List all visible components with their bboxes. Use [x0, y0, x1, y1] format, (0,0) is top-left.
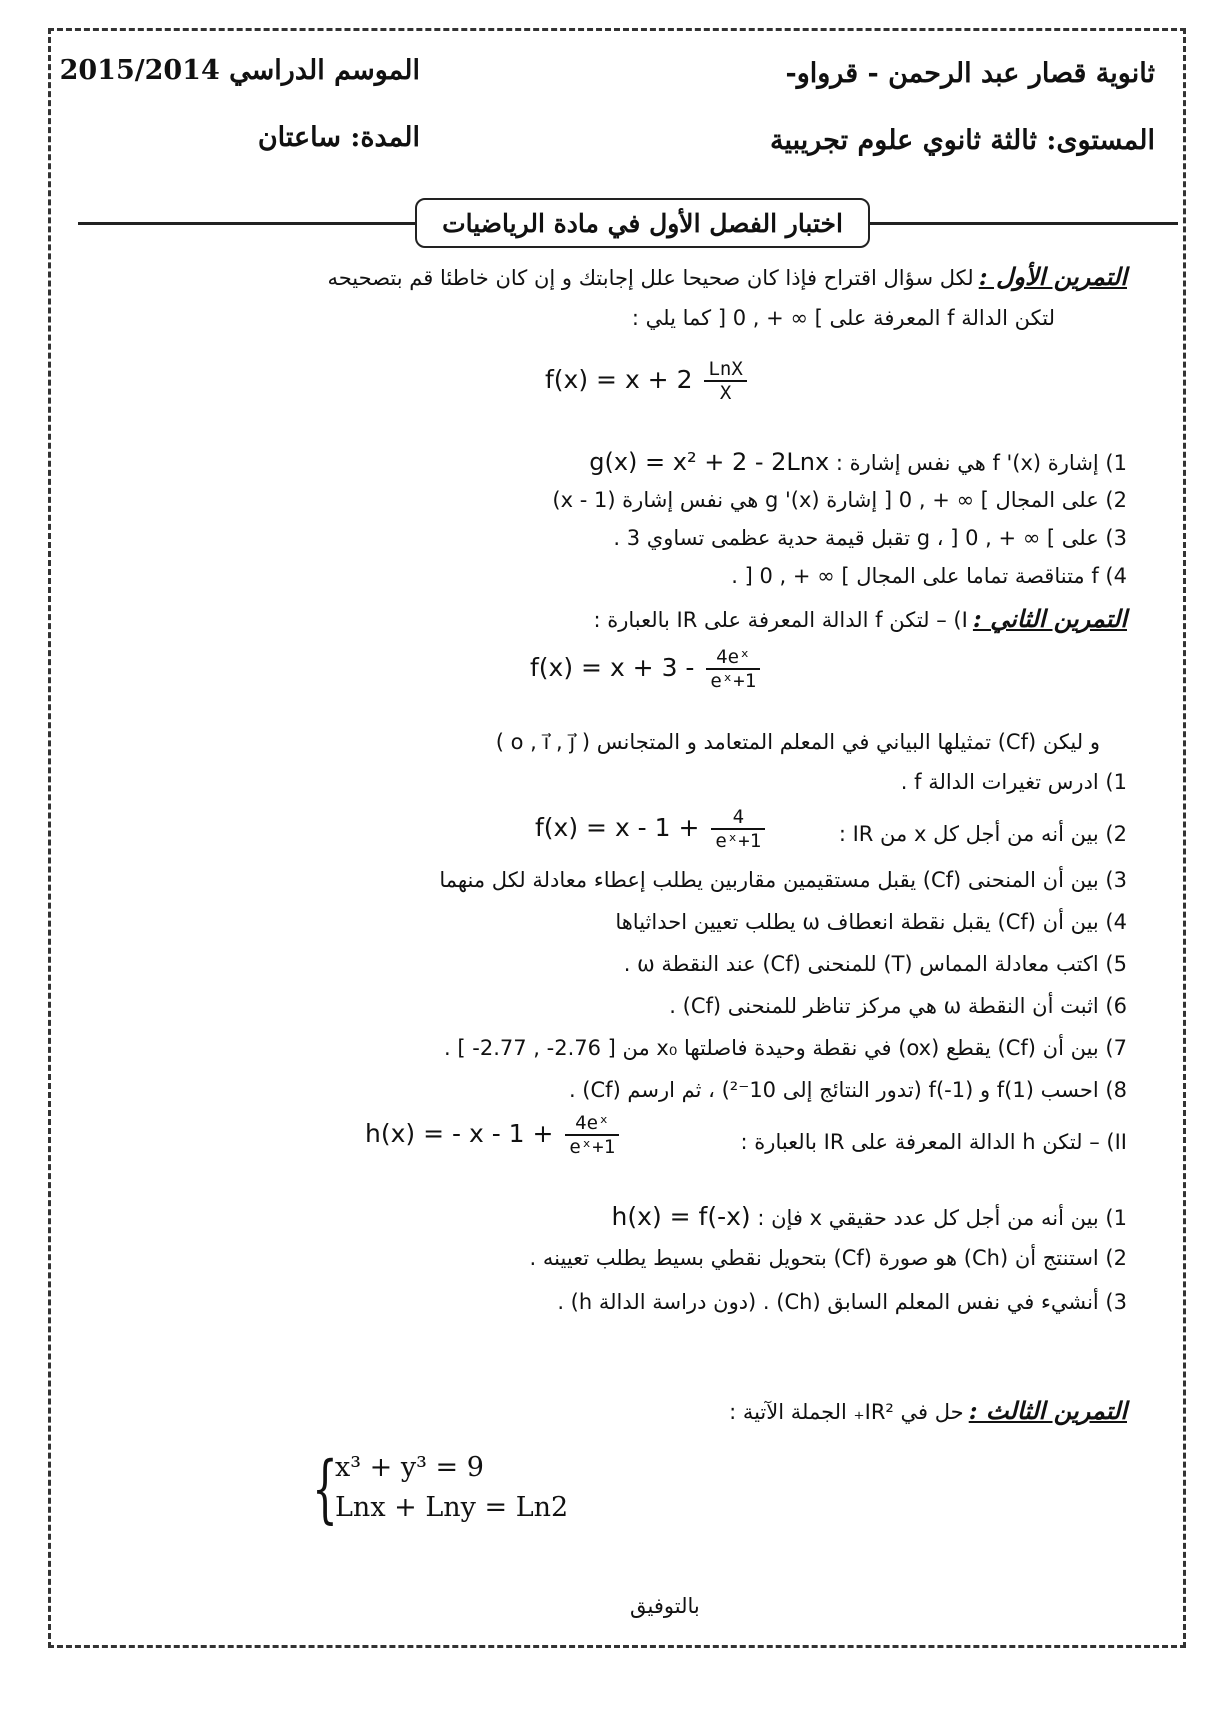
ex2-curve-def: و ليكن (Cf) تمثيلها البياني في المعلم المتعامد و المتجانس ( o , i⃗ , j⃗ ) [495, 730, 1100, 754]
ex2-q2-den: eˣ+1 [715, 830, 762, 852]
ex1-q1 [589, 448, 1127, 476]
ex2-p3: 3) أنشيء في نفس المعلم السابق (Ch) . (دون دراسة الدالة h) . [557, 1290, 1127, 1314]
ex2-part2-intro: II) – لتكن h الدالة المعرفة على IR بالعبارة : [740, 1130, 1127, 1154]
ex3-eq1: x³ + y³ = 9 [335, 1452, 484, 1483]
ex2-p2: 2) استنتج أن (Ch) هو صورة (Cf) بتحويل نقطي بسيط يطلب تعيينه . [529, 1246, 1127, 1270]
ex2-f-den: eˣ+1 [710, 670, 757, 692]
duration: المدة: ساعتان [257, 122, 420, 153]
ex2-q2-num: 4 [711, 806, 765, 830]
ex3-title: التمرين الثالث : [968, 1396, 1127, 1425]
ex2-f-fraction [706, 646, 760, 692]
ex2-h-left: h(x) = - x - 1 + [365, 1119, 554, 1148]
ex1-q1-text: 1) إشارة f '(x) هي نفس إشارة : [835, 451, 1127, 475]
ex3-heading [729, 1396, 1127, 1425]
ex2-q2-formula [535, 806, 769, 852]
ex2-q4: 4) بين أن (Cf) يقبل نقطة انعطاف ω يطلب تعيين احداثياها [615, 910, 1127, 934]
ex2-p1-math: h(x) = f(-x) [611, 1202, 751, 1231]
school-year: الموسم الدراسي 2015/2014 [59, 55, 420, 86]
ex1-q4: 4) f متناقصة تماما على المجال ] ∞ + , 0 [ . [731, 564, 1127, 588]
ex2-h-formula [365, 1112, 623, 1158]
ex1-q2: 2) على المجال ] ∞ + , 0 [ إشارة g '(x) هي نفس إشارة (x - 1) [552, 488, 1127, 512]
ex2-q7: 7) بين أن (Cf) يقطع (ox) في نقطة وحيدة فاصلتها x₀ من [ 2.76- , 2.77- ] . [444, 1036, 1127, 1060]
ex2-q5: 5) اكتب معادلة المماس (T) للمنحنى (Cf) عند النقطة ω . [623, 952, 1127, 976]
level-label: المستوى: ثالثة ثانوي علوم تجريبية [770, 125, 1155, 156]
ex2-q6: 6) اثبت أن النقطة ω هي مركز تناظر للمنحنى (Cf) . [669, 994, 1127, 1018]
ex2-q1: 1) ادرس تغيرات الدالة f . [900, 770, 1127, 794]
ex1-intro: لكل سؤال اقتراح فإذا كان صحيحا علل إجابتك و إن كان خاطئا قم بتصحيحه [327, 266, 974, 290]
ex1-heading [327, 262, 1127, 291]
system-brace: { [312, 1446, 338, 1532]
ex1-title: التمرين الأول : [978, 262, 1127, 291]
ex2-f-left: f(x) = x + 3 - [530, 653, 695, 682]
ex1-formula [545, 358, 751, 404]
ex1-fraction-den: X [719, 382, 732, 404]
ex1-q3: 3) على ] ∞ + , 0 [ ، g تقبل قيمة حدية عظمى تساوي 3 . [613, 526, 1127, 550]
ex2-q2-left: f(x) = x - 1 + [535, 813, 700, 842]
ex2-f-num: 4eˣ [706, 646, 760, 670]
exam-title: اختبار الفصل الأول في مادة الرياضيات [415, 198, 870, 248]
ex3-eq2: Lnx + Lny = Ln2 [335, 1492, 569, 1523]
ex2-q3: 3) بين أن المنحنى (Cf) يقبل مستقيمين مقاربين يطلب إعطاء معادلة لكل منهما [439, 868, 1127, 892]
ex1-fraction-num: LnX [704, 358, 746, 382]
ex2-h-num: 4eˣ [565, 1112, 619, 1136]
ex1-q1-math: g(x) = x² + 2 - 2Lnx [589, 448, 830, 476]
ex2-h-den: eˣ+1 [569, 1136, 616, 1158]
ex2-q2-fraction [711, 806, 765, 852]
school-name: ثانوية قصار عبد الرحمن - قرواو- [785, 58, 1155, 89]
ex1-fraction [704, 358, 746, 404]
ex1-formula-left: f(x) = x + 2 [545, 365, 693, 394]
ex2-title: التمرين الثاني : [972, 604, 1127, 633]
ex2-heading [593, 604, 1127, 633]
ex2-h-fraction [565, 1112, 619, 1158]
footer-good-luck: بالتوفيق [630, 1594, 700, 1618]
ex2-part1-intro: I) – لتكن f الدالة المعرفة على IR بالعبارة : [593, 608, 968, 632]
ex2-q8: 8) احسب f(1) و f(-1) (تدور النتائج إلى 10⁻²) ، ثم ارسم (Cf) . [568, 1078, 1127, 1102]
ex2-p1-text: 1) بين أنه من أجل كل عدد حقيقي x فإن : [757, 1206, 1127, 1230]
ex2-p1 [612, 1202, 1127, 1231]
ex2-q2-text: 2) بين أنه من أجل كل x من IR : [838, 822, 1127, 846]
ex1-definition: لتكن الدالة f المعرفة على ] ∞ + , 0 [ كما يلي : [631, 306, 1055, 330]
ex3-text: حل في IR²₊ الجملة الآتية : [729, 1400, 964, 1424]
ex2-f-formula [530, 646, 764, 692]
